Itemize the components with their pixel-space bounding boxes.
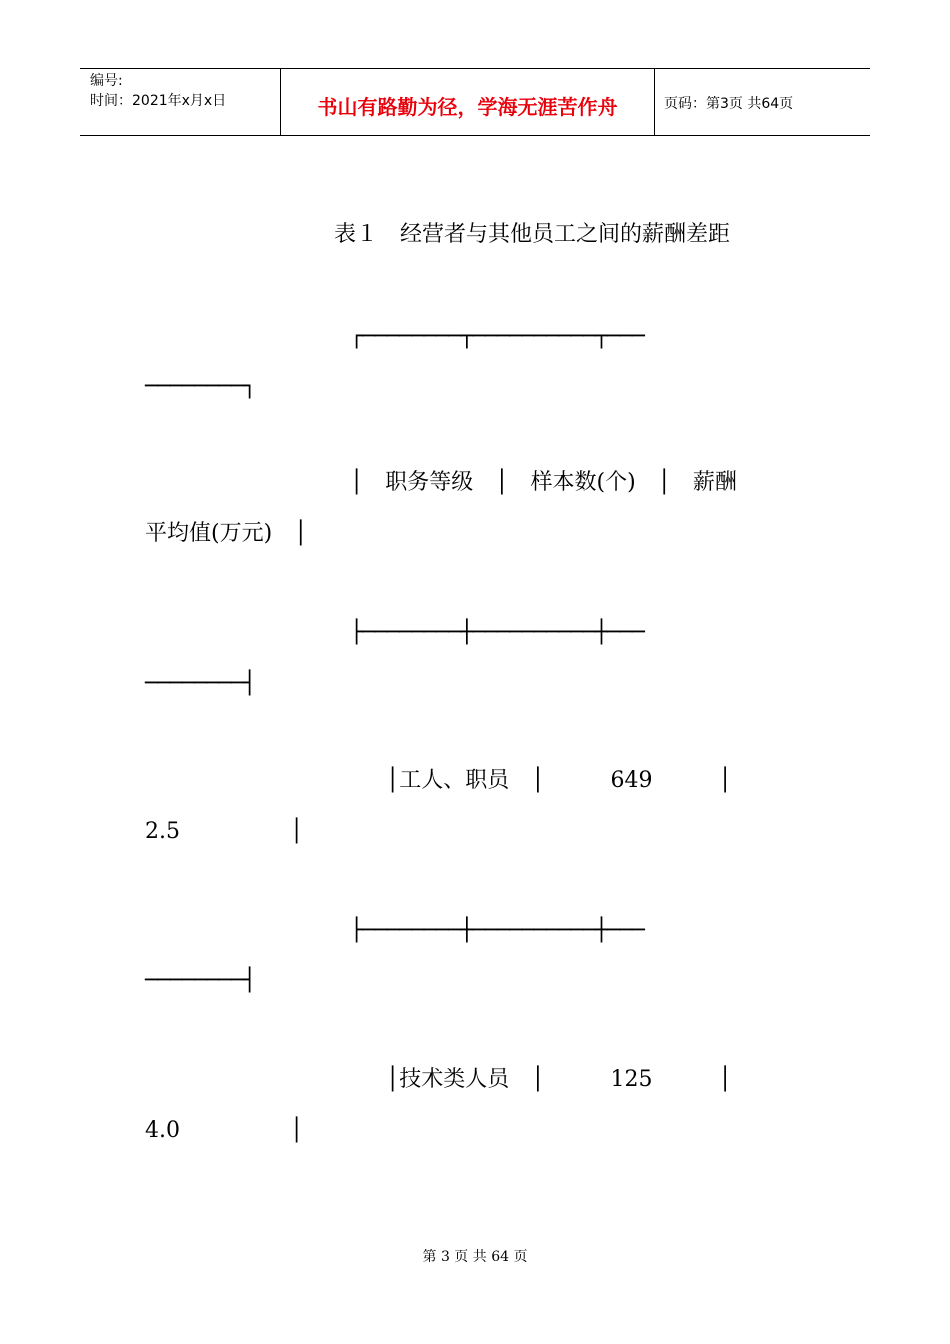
- table-row-1-start: │工人、职员 │ 649 │: [386, 768, 732, 793]
- table-rule-top-end: ────────┐: [145, 374, 256, 399]
- table-row-1-end: 2.5 │: [145, 819, 304, 844]
- header-divider-right: [654, 69, 655, 135]
- table-rule-mid-2-start: ├────────┼──────────┼───: [350, 918, 644, 943]
- header-page-info: 页码：第3页 共64页: [664, 96, 794, 112]
- table-rule-mid-2-end: ────────┤: [145, 968, 256, 993]
- table-caption: 表１ 经营者与其他员工之间的薪酬差距: [334, 222, 731, 247]
- table-rule-top-start: ┌────────┬──────────┬───: [350, 324, 644, 349]
- table-row-2-start: │技术类人员 │ 125 │: [386, 1067, 732, 1092]
- page-footer: 第 3 页 共 64 页: [422, 1249, 528, 1265]
- document-date-label: 时间：2021年x月x日: [90, 93, 227, 109]
- table-row-2-end: 4.0 │: [145, 1118, 304, 1143]
- page-header: [80, 68, 870, 136]
- table-header-row-end: 平均值(万元) │: [145, 521, 308, 546]
- table-header-row-start: │ 职务等级 │ 样本数(个) │ 薪酬: [350, 470, 737, 495]
- header-motto: 书山有路勤为径，学海无涯苦作舟: [317, 95, 618, 119]
- table-rule-mid-1-start: ├────────┼──────────┼───: [350, 620, 644, 645]
- table-rule-mid-1-end: ────────┤: [145, 671, 256, 696]
- header-meta: [90, 71, 226, 111]
- document-number-label: 编号:: [90, 73, 123, 89]
